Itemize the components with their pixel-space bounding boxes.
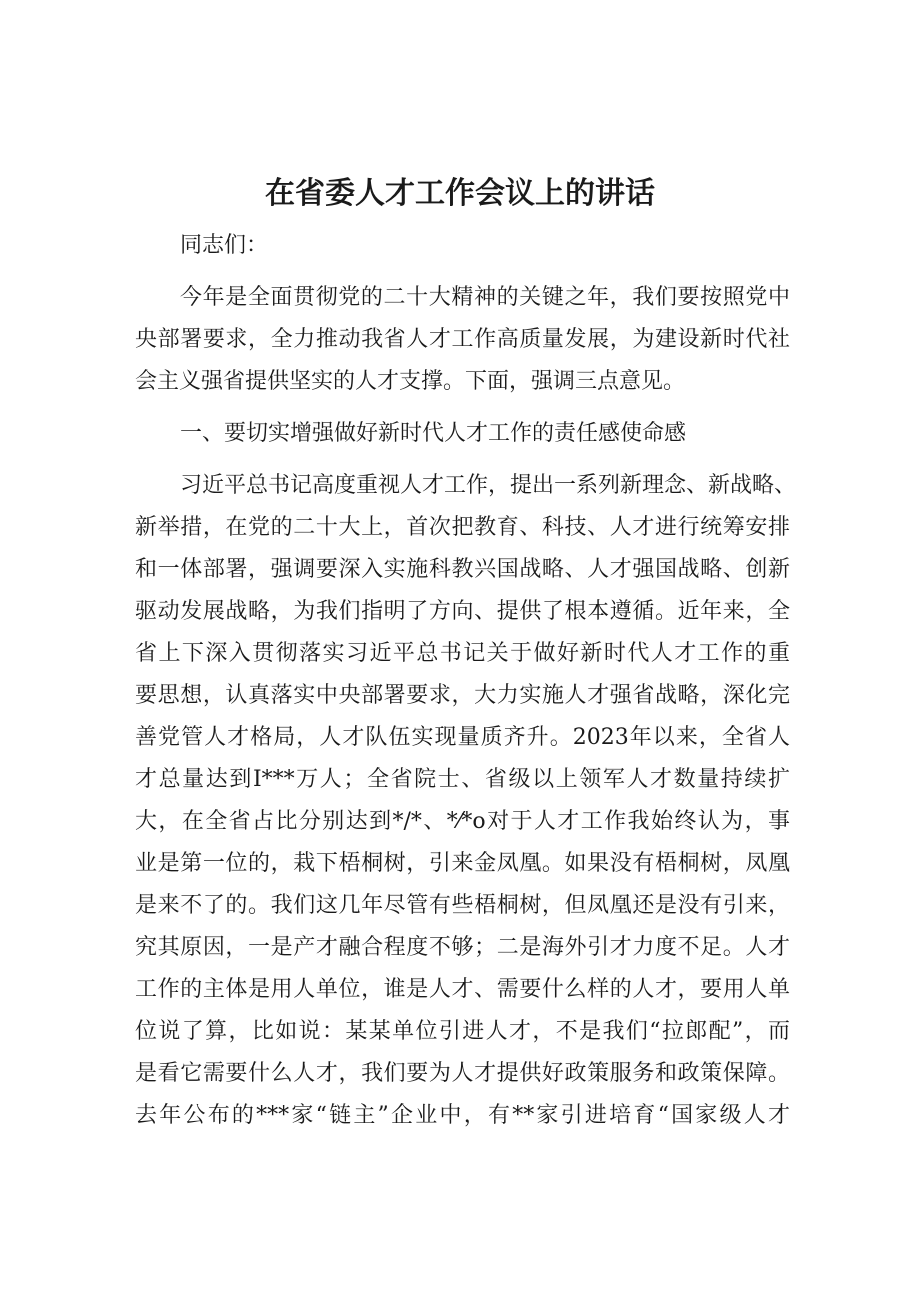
paragraph-line: 是看它需要什么人才，我们要为人才提供好政策服务和政策保障。 (135, 1061, 790, 1086)
paragraph-line: 位说了算，比如说：某某单位引进人才，不是我们“拉郎配”，而 (135, 1019, 790, 1044)
document-title: 在省委人才工作会议上的讲话 (265, 176, 655, 211)
paragraph-line: 和一体部署，强调要深入实施科教兴国战略、人才强国战略、创新 (135, 557, 790, 582)
paragraph-line: 今年是全面贯彻党的二十大精神的关键之年，我们要按照党中 (180, 285, 790, 310)
paragraph-line: 工作的主体是用人单位，谁是人才、需要什么样的人才，要用人单 (135, 977, 790, 1002)
paragraph-line: 央部署要求，全力推动我省人才工作高质量发展，为建设新时代社 (135, 327, 790, 352)
paragraph-line: 善党管人才格局，人才队伍实现量质齐升。2023年以来，全省人 (135, 725, 790, 750)
paragraph-line: 习近平总书记高度重视人才工作，提出一系列新理念、新战略、 (180, 473, 797, 498)
paragraph-line: 驱动发展战略，为我们指明了方向、提供了根本遵循。近年来，全 (135, 599, 790, 624)
paragraph-line: 才总量达到I***万人；全省院士、省级以上领军人才数量持续扩 (135, 767, 790, 792)
paragraph-line: 省上下深入贯彻落实习近平总书记关于做好新时代人才工作的重 (135, 641, 790, 666)
paragraph-line: 去年公布的***家“链主”企业中，有**家引进培育“国家级人才 (135, 1103, 790, 1128)
paragraph-line: 大，在全省占比分别达到*/*、*⁄*o对于人才工作我始终认为，事 (135, 809, 790, 834)
paragraph-line: 是来不了的。我们这几年尽管有些梧桐树，但凤凰还是没有引来， (135, 893, 790, 918)
paragraph-line: 会主义强省提供坚实的人才支撑。下面，强调三点意见。 (135, 369, 686, 394)
greeting: 同志们： (180, 233, 269, 258)
paragraph-line: 新举措，在党的二十大上，首次把教育、科技、人才进行统筹安排 (135, 515, 790, 540)
paragraph-line: 究其原因，一是产才融合程度不够；二是海外引才力度不足。人才 (135, 935, 790, 960)
paragraph-line: 业是第一位的，栽下梧桐树，引来金凤凰。如果没有梧桐树，凤凰 (135, 851, 790, 876)
paragraph-line: 要思想，认真落实中央部署要求，大力实施人才强省战略，深化完 (135, 683, 790, 708)
section-heading: 一、要切实增强做好新时代人才工作的责任感使命感 (180, 421, 687, 446)
